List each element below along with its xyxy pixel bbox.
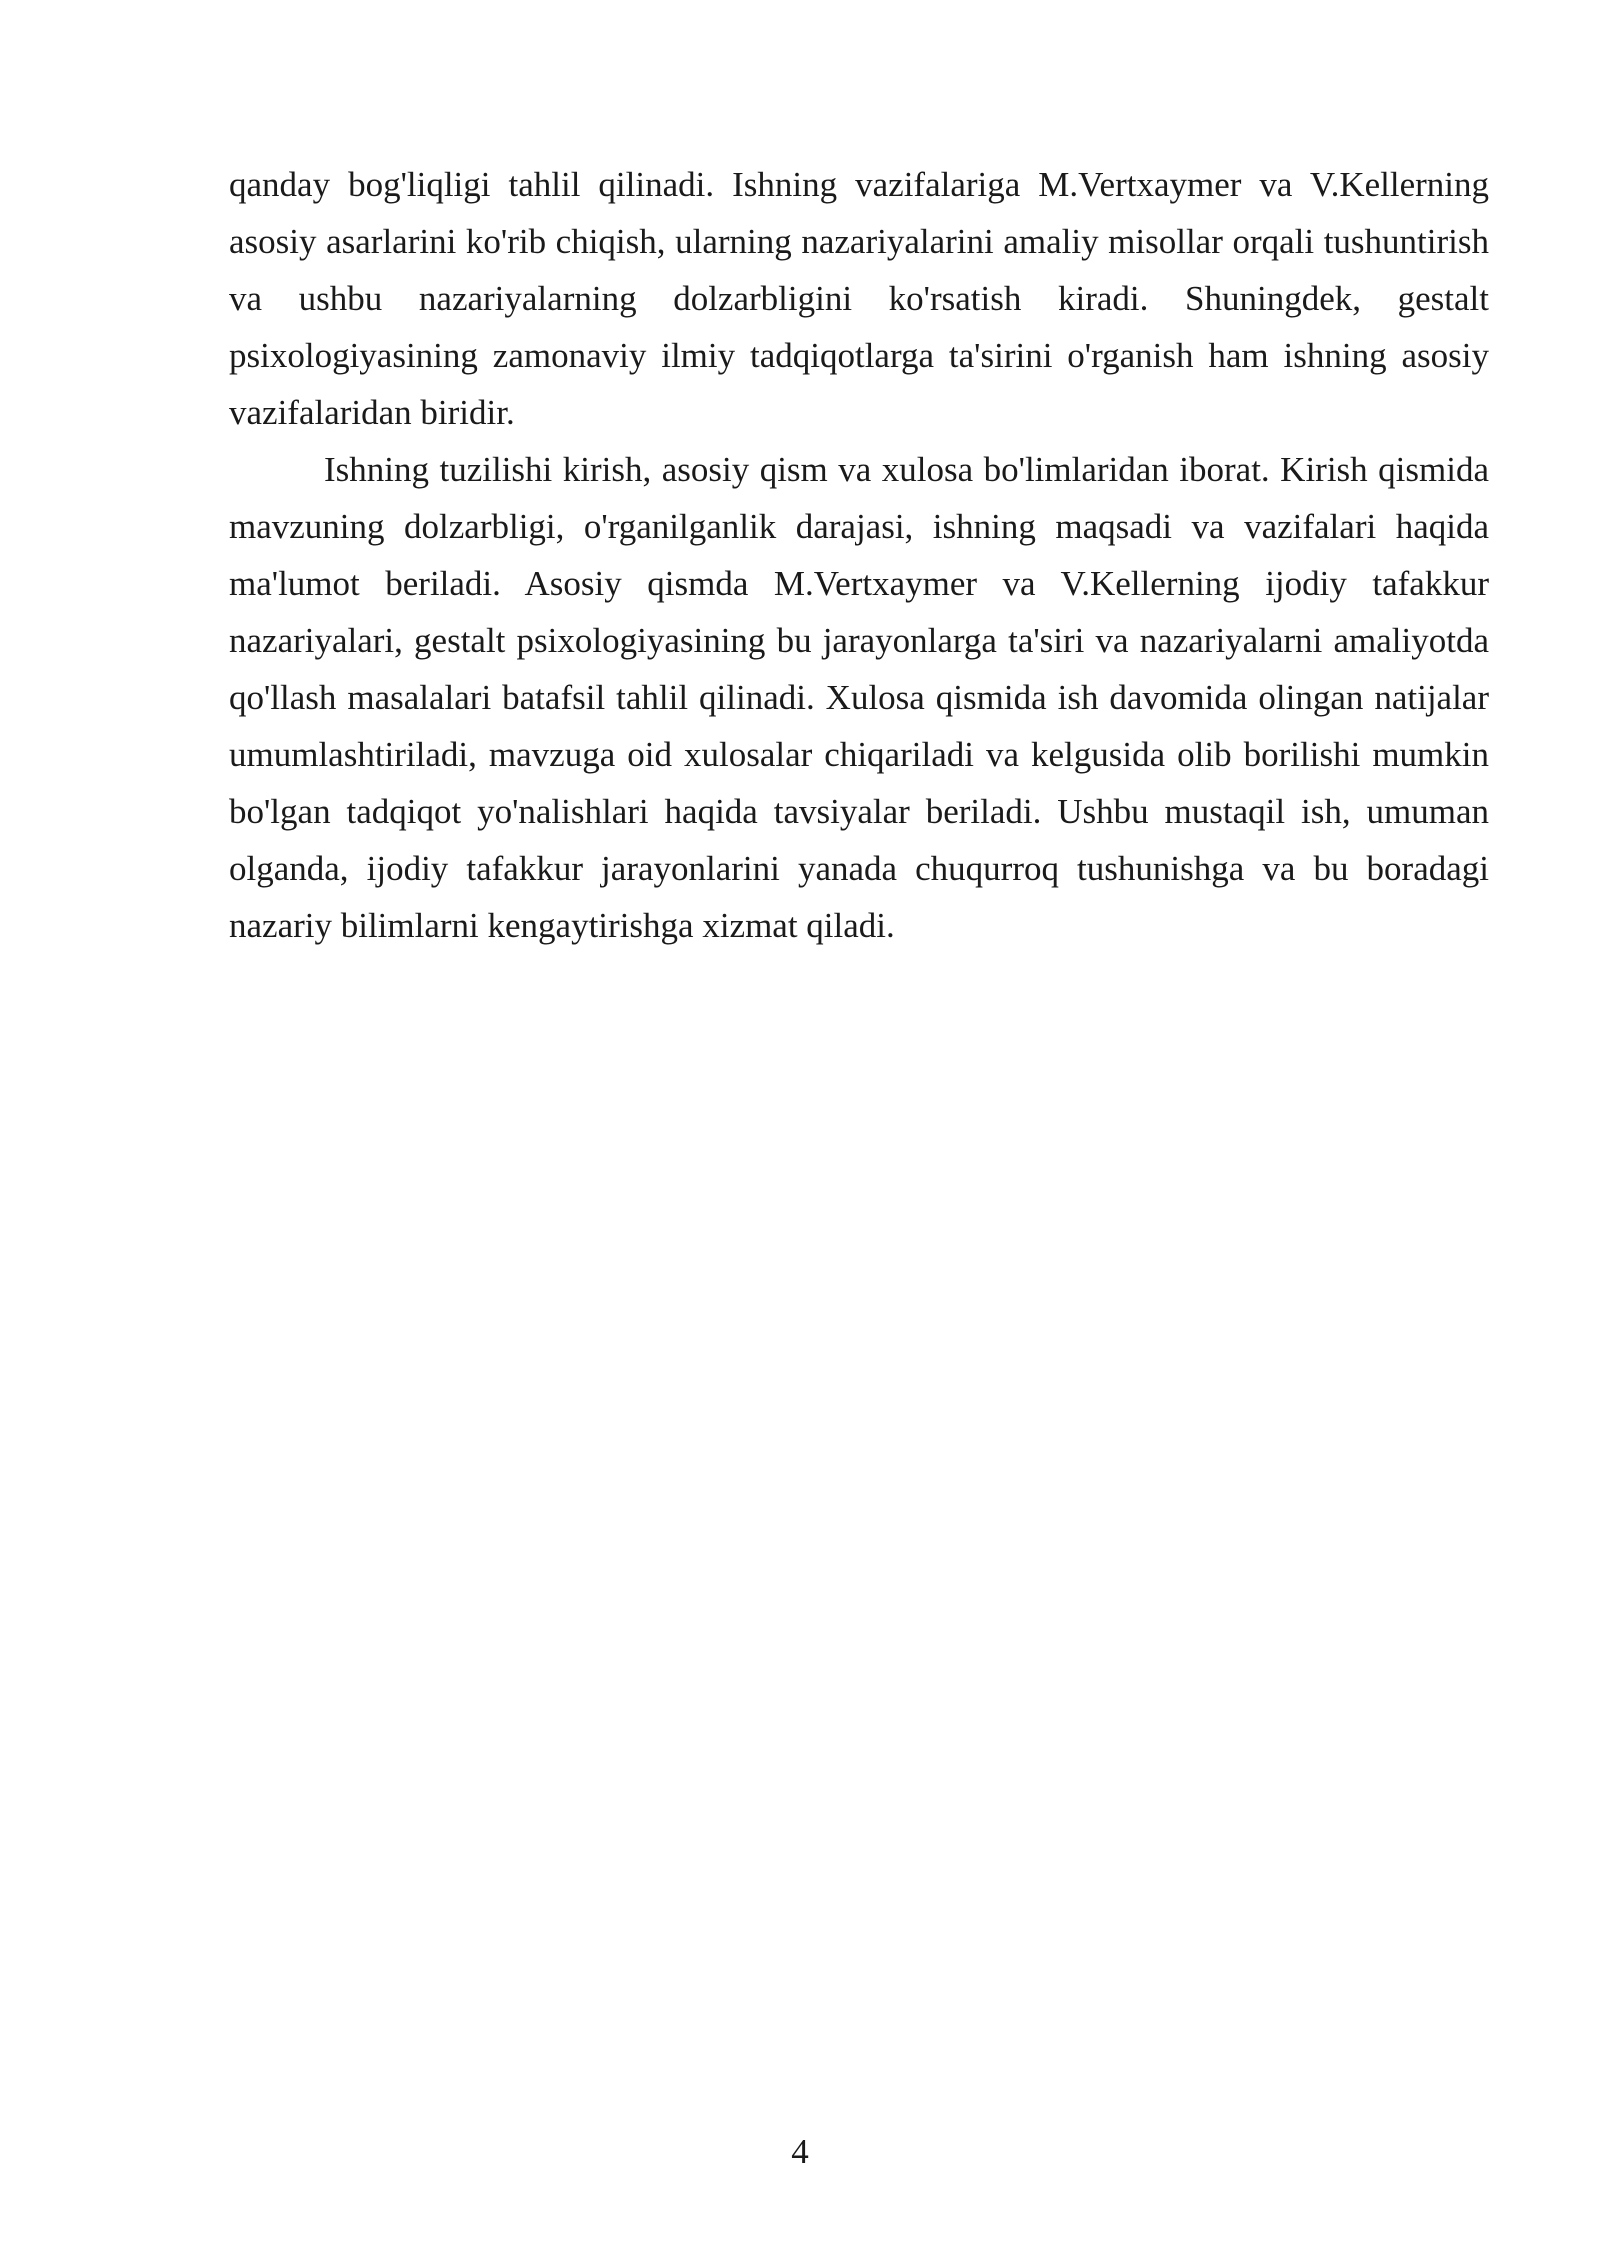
paragraph-structure: Ishning tuzilishi kirish, asosiy qism va xulosa bo'limlaridan iborat. Kirish qismida mavzuning dolzarbligi, o'rganilganlik darajasi, ishning maqsadi va vazifalari haqida ma'lumot beriladi. Asosiy qismda M.Vertxaymer va V.Kellerning ijodiy tafakkur nazariyalari, gestalt psixologiyasining bu jarayonlarga ta'siri va nazariyalarni amaliyotda qo'llash masalalari batafsil tahlil qilinadi. Xulosa qismida ish davomida olingan natijalar umumlashtiriladi, mavzuga oid xulosalar chiqariladi va kelgusida olib borilishi mumkin bo'lgan tadqiqot yo'nalishlari haqida tavsiyalar beriladi. Ushbu mustaqil ish, umuman olganda, ijodiy tafakkur jarayonlarini yanada chuqurroq tushunishga va bu boradagi nazariy bilimlarni kengaytirishga xizmat qiladi. bbox=[229, 450, 1489, 945]
paragraph-continuation: qanday bog'liqligi tahlil qilinadi. Ishning vazifalariga M.Vertxaymer va V.Kellerning asosiy asarlarini ko'rib chiqish, ularning nazariyalarini amaliy misollar orqali tushuntirish va ushbu nazariyalarning dolzarbligini ko'rsatish kiradi. Shuningdek, gestalt psixologiyasining zamonaviy ilmiy tadqiqotlarga ta'sirini o'rganish ham ishning asosiy vazifalaridan biridir. bbox=[229, 165, 1489, 432]
page-number: 4 bbox=[791, 2132, 809, 2171]
body-text bbox=[229, 156, 1489, 954]
